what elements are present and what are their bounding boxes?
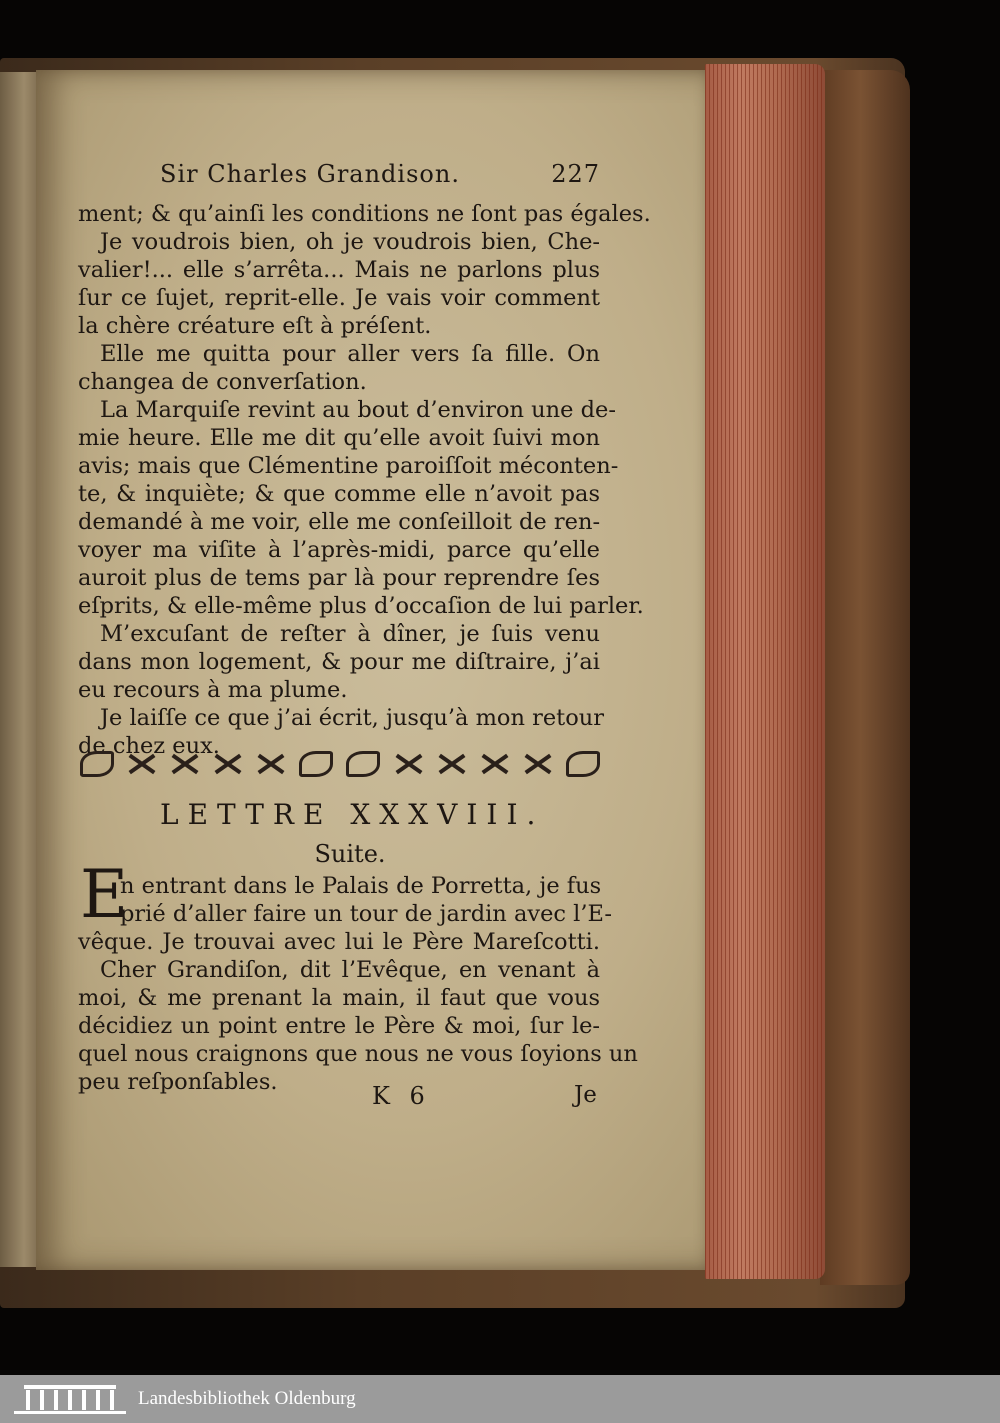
facing-page-edge	[0, 72, 40, 1267]
ornament-scroll-icon	[346, 751, 380, 777]
body-line: Je laiſſe ce que j’ai écrit, jusqu’à mon retour	[100, 705, 605, 731]
ornament-band	[80, 747, 600, 781]
body-line: Je voudrois bien, oh je voudrois bien, Che-	[100, 229, 600, 255]
ornament-cross-icon	[480, 753, 510, 775]
logo-column	[110, 1390, 114, 1410]
body-line: auroit plus de tems par là pour reprendre ſes	[78, 565, 600, 591]
body-line: décidiez un point entre le Père & moi, ſur le-	[78, 1013, 600, 1039]
body-line: mie heure. Elle me dit qu’elle avoit ſuivi mon	[78, 425, 600, 451]
body-line: avis; mais que Clémentine paroiſſoit méconten-	[78, 453, 619, 479]
body-line: demandé à me voir, elle me conſeilloit de ren-	[78, 509, 601, 535]
ornament-cross-icon	[256, 753, 286, 775]
body-line: n entrant dans le Palais de Porretta, je fus	[120, 873, 602, 899]
logo-column	[26, 1390, 30, 1410]
ornament-scroll-icon	[566, 751, 600, 777]
body-line: ment; & qu’ainſi les conditions ne ſont pas égales.	[78, 201, 651, 227]
body-line: La Marquiſe revint au bout d’environ une de-	[100, 397, 616, 423]
body-line: eſprits, & elle-même plus d’occaſion de lui parler.	[78, 593, 644, 619]
logo-column	[68, 1390, 72, 1410]
body-line: eu recours à ma plume.	[78, 677, 348, 703]
catchword: Je	[574, 1082, 597, 1108]
body-line: dans mon logement, & pour me diſtraire, j’ai	[78, 649, 600, 675]
body-line: voyer ma viſite à l’après-midi, parce qu’elle	[78, 537, 600, 563]
logo-column	[82, 1390, 86, 1410]
body-line: te, & inquiète; & que comme elle n’avoit pas	[78, 481, 600, 507]
body-line: valier!... elle s’arrêta... Mais ne parlons plus	[78, 257, 600, 283]
running-head	[160, 160, 600, 194]
ornament-cross-icon	[437, 753, 467, 775]
page-edges	[705, 64, 825, 1279]
drop-capital: E	[80, 856, 129, 933]
footer-bar	[0, 1375, 1000, 1423]
logo-column	[96, 1390, 100, 1410]
letter-title: LETTRE XXXVIII.	[160, 798, 545, 831]
body-line: quel nous craignons que nous ne vous ſoyions un	[78, 1041, 638, 1067]
body-line: la chère créature eſt à préſent.	[78, 313, 432, 339]
ornament-cross-icon	[394, 753, 424, 775]
logo-base	[14, 1411, 126, 1414]
ornament-cross-icon	[127, 753, 157, 775]
institution-name: Landesbibliothek Oldenburg	[138, 1388, 356, 1409]
ornament-cross-icon	[523, 753, 553, 775]
body-line: ſur ce ſujet, reprit-elle. Je vais voir comment	[78, 285, 600, 311]
library-building-icon	[14, 1381, 126, 1417]
cover-edge	[820, 70, 910, 1285]
signature-mark: K 6	[372, 1082, 431, 1110]
body-line: vêque. Je trouvai avec lui le Père Mareſcotti.	[78, 929, 600, 955]
body-line: prié d’aller faire un tour de jardin avec l’E-	[120, 901, 612, 927]
body-line: Elle me quitta pour aller vers ſa fille. On	[100, 341, 600, 367]
logo-column	[40, 1390, 44, 1410]
body-line: Cher Grandiſon, dit l’Evêque, en venant à	[100, 957, 600, 983]
ornament-cross-icon	[213, 753, 243, 775]
logo-column	[54, 1390, 58, 1410]
ornament-scroll-icon	[80, 751, 114, 777]
logo-roof	[24, 1385, 116, 1389]
running-head-title: Sir Charles Grandison.	[160, 160, 460, 188]
body-line: changea de converſation.	[78, 369, 367, 395]
ornament-scroll-icon	[299, 751, 333, 777]
body-line: peu reſponſables.	[78, 1069, 278, 1095]
body-line: moi, & me prenant la main, il faut que vous	[78, 985, 600, 1011]
body-line: de chez eux.	[78, 733, 220, 759]
letter-subtitle: Suite.	[314, 840, 386, 868]
ornament-cross-icon	[170, 753, 200, 775]
page-number: 227	[551, 160, 600, 188]
body-line: M’excuſant de reſter à dîner, je ſuis venu	[100, 621, 600, 647]
